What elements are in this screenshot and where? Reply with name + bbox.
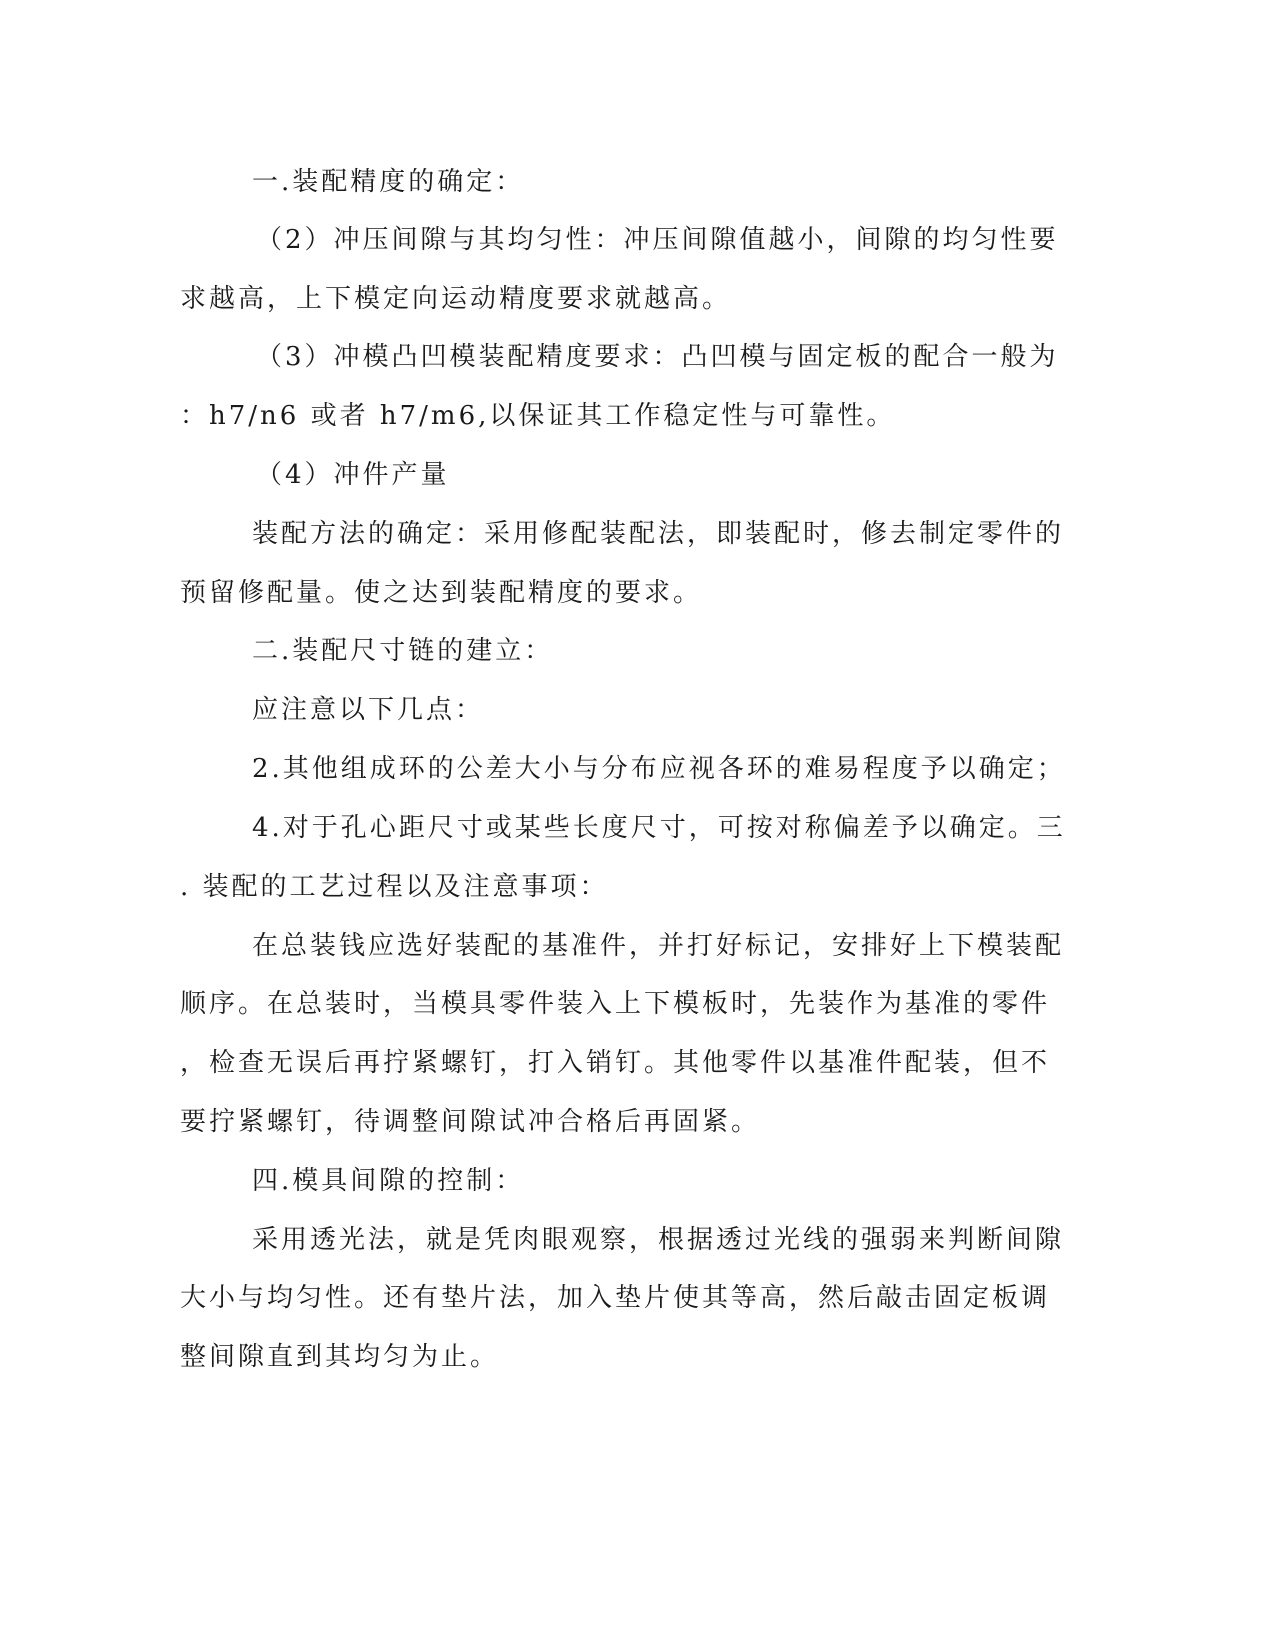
paragraph-line: 要拧紧螺钉，待调整间隙试冲合格后再固紧。 — [180, 1107, 761, 1137]
paragraph-line: 2.其他组成环的公差大小与分布应视各环的难易程度予以确定； — [252, 754, 1066, 784]
paragraph-line: 整间隙直到其均匀为止。 — [180, 1342, 500, 1372]
paragraph-line: （2）冲压间隙与其均匀性：冲压间隙值越小，间隙的均匀性要 — [256, 225, 1059, 255]
section-heading-clearance-control: 四.模具间隙的控制： — [252, 1166, 525, 1196]
paragraph-line: 大小与均匀性。还有垫片法，加入垫片使其等高，然后敲击固定板调 — [180, 1283, 1051, 1313]
paragraph-line: 4.对于孔心距尺寸或某些长度尺寸，可按对称偏差予以确定。三 — [252, 813, 1066, 843]
paragraph-line: 在总装钱应选好装配的基准件，并打好标记，安排好上下模装配 — [252, 931, 1065, 961]
paragraph-line: （3）冲模凸凹模装配精度要求：凸凹模与固定板的配合一般为 — [256, 342, 1059, 372]
paragraph-line: （4）冲件产量 — [256, 460, 450, 490]
section-heading-assembly-process: . 装配的工艺过程以及注意事项： — [180, 872, 609, 902]
paragraph-line: 顺序。在总装时，当模具零件装入上下模板时，先装作为基准的零件 — [180, 989, 1051, 1019]
paragraph-line: 预留修配量。使之达到装配精度的要求。 — [180, 578, 703, 608]
paragraph-line: ，检查无误后再拧紧螺钉，打入销钉。其他零件以基准件配装，但不 — [180, 1048, 1051, 1078]
paragraph-line: 应注意以下几点： — [252, 695, 485, 725]
section-heading-assembly-accuracy: 一.装配精度的确定： — [252, 167, 525, 197]
paragraph-line: ：h7/n6 或者 h7/m6,以保证其工作稳定性与可靠性。 — [180, 401, 896, 431]
paragraph-line: 求越高，上下模定向运动精度要求就越高。 — [180, 284, 732, 314]
section-heading-dimension-chain: 二.装配尺寸链的建立： — [252, 636, 554, 666]
paragraph-line: 装配方法的确定：采用修配装配法，即装配时，修去制定零件的 — [252, 519, 1065, 549]
paragraph-line: 采用透光法，就是凭肉眼观察，根据透过光线的强弱来判断间隙 — [252, 1225, 1065, 1255]
